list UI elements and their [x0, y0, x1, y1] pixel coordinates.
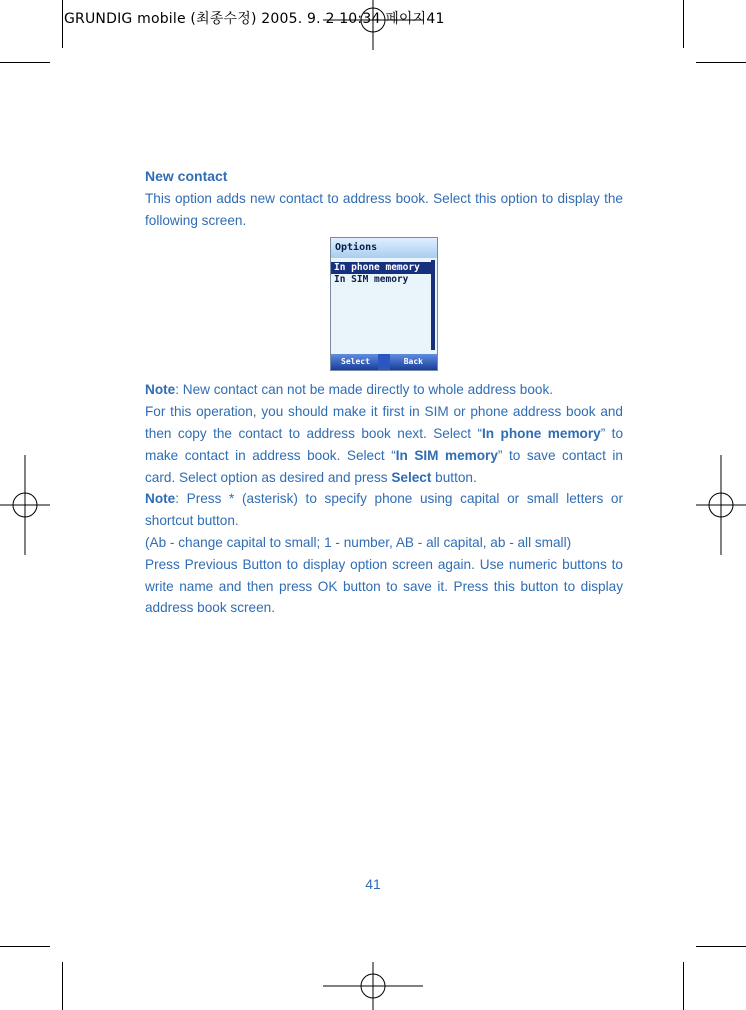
note-text: : New contact can not be made directly to whole address book.	[175, 382, 554, 398]
note-text: : Press * (asterisk) to specify phone using capital or small letters or shortcut button.	[145, 491, 623, 529]
phone-softkey-back: Back	[403, 357, 423, 367]
crop-mark-top-left-vertical	[62, 0, 63, 48]
crop-mark-bottom-left-horizontal	[0, 946, 50, 947]
registration-mark-left	[0, 455, 50, 555]
crop-mark-top-right-horizontal	[696, 62, 746, 63]
registration-mark-right	[696, 455, 746, 555]
phone-menu-item-phone-memory: In phone memory	[331, 262, 433, 274]
text-run: For this operation, you should make it first in SIM or phone address book and then copy the contact to address book next. Select “	[145, 404, 623, 441]
note-paragraph-1	[145, 379, 623, 401]
intro-paragraph: This option adds new contact to address book. Select this option to display the following screen.	[145, 190, 623, 228]
text-run: button.	[431, 469, 477, 485]
phone-softkey-bar	[331, 354, 437, 370]
final-paragraph: Press Previous Button to display option screen again. Use numeric buttons to write name and then press OK button to save it. Press this button to display address book screen.	[145, 556, 623, 616]
page-number: 41	[365, 876, 381, 892]
note-paragraph-2	[145, 488, 623, 532]
term-in-phone-memory: In phone memory	[482, 425, 601, 441]
term-select: Select	[391, 469, 432, 485]
phone-scrollbar	[431, 260, 435, 350]
case-modes-paragraph: (Ab - change capital to small; 1 - number, AB - all capital, ab - all small)	[145, 534, 572, 550]
note-label: Note	[145, 491, 176, 507]
phone-screen	[330, 237, 438, 371]
phone-screen-title: Options	[331, 238, 437, 258]
crop-mark-top-left-horizontal	[0, 62, 50, 63]
phone-screenshot-area	[145, 231, 623, 379]
crop-mark-bottom-left-vertical	[62, 962, 63, 1010]
text-run: ” to save contact in card. Select option as desired and press	[145, 447, 623, 485]
registration-mark-bottom	[323, 962, 423, 1010]
phone-softkey-center-tab	[378, 354, 390, 370]
crop-mark-bottom-right-vertical	[683, 962, 684, 1010]
registration-mark-top	[323, 0, 423, 50]
crop-mark-top-right-vertical	[683, 0, 684, 48]
text-run: ” to make contact in address book. Select “	[145, 425, 624, 463]
note-label: Note	[145, 382, 176, 398]
manual-content	[145, 166, 623, 619]
phone-menu-item-sim-memory: In SIM memory	[334, 274, 409, 286]
instructions-paragraph	[145, 401, 623, 488]
print-header: GRUNDIG mobile (최종수정) 2005. 9. 2 10:34 페이지41	[64, 11, 445, 27]
phone-softkey-select: Select	[341, 357, 370, 367]
section-title: New contact	[145, 168, 228, 184]
crop-mark-bottom-right-horizontal	[696, 946, 746, 947]
term-in-sim-memory: In SIM memory	[395, 447, 498, 463]
